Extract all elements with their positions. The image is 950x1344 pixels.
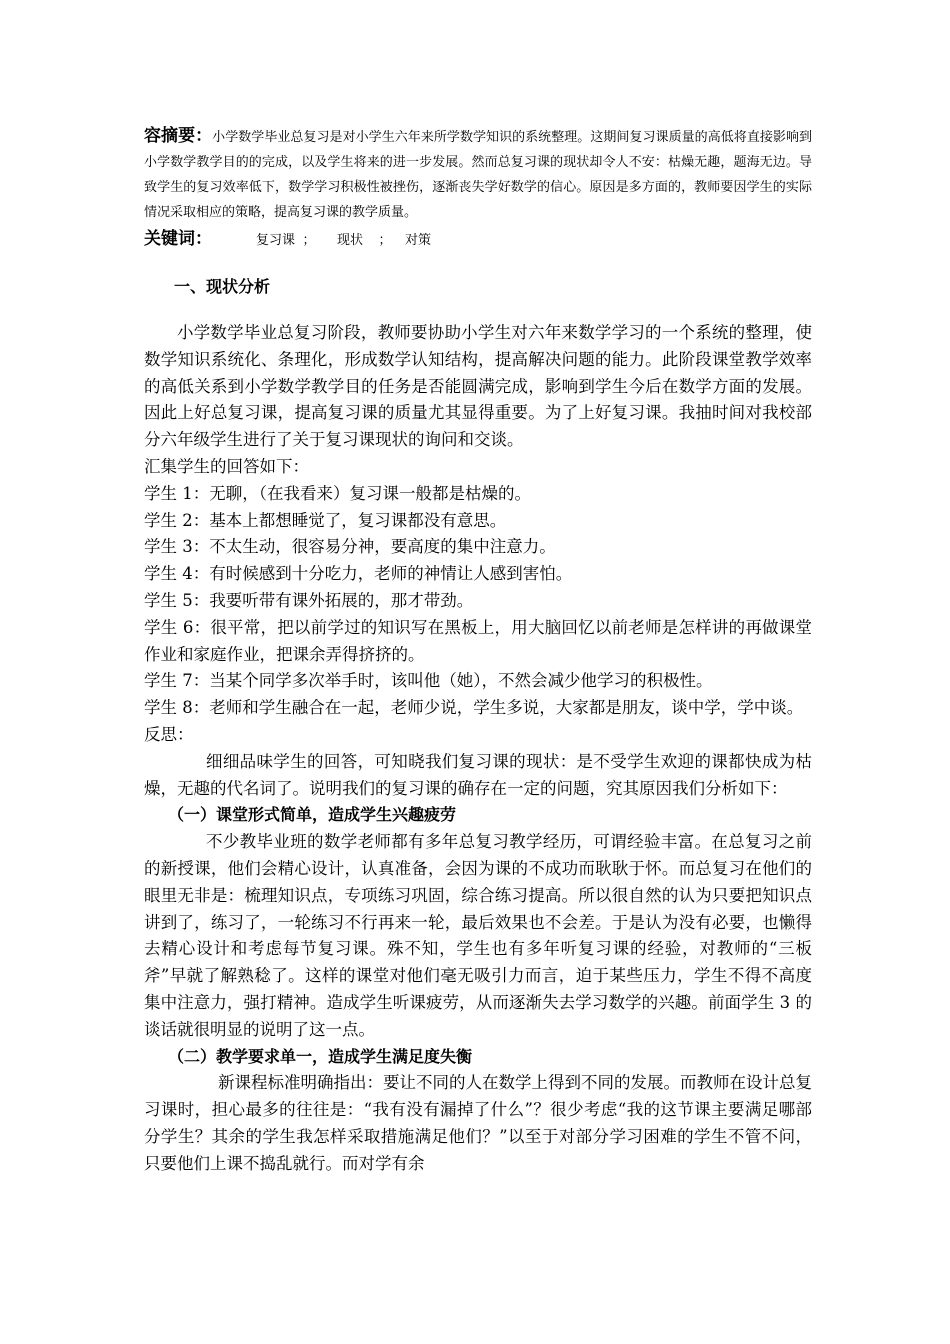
student-answer: 学生 2：基本上都想睡觉了，复习课都没有意思。 bbox=[144, 510, 507, 530]
keyword-separator: ； bbox=[378, 233, 392, 248]
paragraph: 新课程标准明确指出：要让不同的人在数学上得到不同的发展。而教师在设计总复习课时，担心最多的往往是：“我有没有漏掉了什么”？很少考虑“我的这节课主要满足哪部分学生？其余的学生我怎样采取措施满足他们？”以至于对部分学习困难的学生不管不问，只要他们上课不捣乱就行。而对学有余 bbox=[144, 1073, 812, 1173]
keyword-item: 复习课 bbox=[256, 233, 296, 248]
section-heading: 一、现状分析 bbox=[174, 277, 271, 296]
student-answer: 学生 1：无聊，（在我看来）复习课一般都是枯燥的。 bbox=[144, 483, 531, 503]
abstract-label: 容摘要： bbox=[144, 126, 213, 146]
paragraph: 不少教毕业班的数学老师都有多年总复习教学经历，可谓经验丰富。在总复习之前的新授课，他们会精心设计，认真准备，会因为课的不成功而耿耿于怀。而总复习在他们的眼里无非是：梳理知识点，专项练习巩固，综合练习提高。所以很自然的认为只要把知识点讲到了，练习了，一轮练习不行再来一轮，最后效果也不会差。于是认为没有必要，也懒得去精心设计和考虑每节复习课。殊不知，学生也有多年听复习课的经验，对教师的“三板斧”早就了解熟稔了。这样的课堂对他们毫无吸引力而言，迫于某些压力，学生不得不高度集中注意力，强打精神。造成学生听课疲劳，从而逐渐失去学习数学的兴趣。前面学生 3 的谈话就很明显的说明了这一点。 bbox=[144, 832, 812, 1039]
keywords bbox=[144, 227, 812, 253]
student-answer: 学生 7：当某个同学多次举手时，该叫他（她），不然会减少他学习的积极性。 bbox=[144, 671, 713, 691]
paragraph: 汇集学生的回答如下： bbox=[144, 456, 309, 476]
paragraph: 小学数学毕业总复习阶段，教师要协助小学生对六年来数学学习的一个系统的整理，使数学知识系统化、条理化，形成数学认知结构，提高解决问题的能力。此阶段课堂教学效率的高低关系到小学数学教学目的任务是否能圆满完成，影响到学生今后在数学方面的发展。因此上好总复习课，提高复习课的质量尤其显得重要。为了上好复习课。我抽时间对我校部分六年级学生进行了关于复习课现状的询问和交谈。 bbox=[144, 323, 812, 450]
abstract-text: 小学数学毕业总复习是对小学生六年来所学数学知识的系统整理。这期间复习课质量的高低将直接影响到小学数学教学目的的完成，以及学生将来的进一步发展。然而总复习课的现状却令人不安：枯燥无趣，题海无边。导致学生的复习效率低下，数学学习积极性被挫伤，逐渐丧失学好数学的信心。原因是多方面的，教师要因学生的实际情况采取相应的策略，提高复习课的教学质量。 bbox=[144, 130, 812, 220]
subsection-heading: （一）课堂形式简单，造成学生兴趣疲劳 bbox=[168, 805, 457, 825]
reflection-label: 反思： bbox=[144, 724, 194, 744]
keyword-item: 现状 bbox=[337, 233, 364, 248]
keyword-separator: ； bbox=[302, 233, 316, 248]
student-answer: 学生 8：老师和学生融合在一起，老师少说，学生多说，大家都是朋友，谈中学，学中谈。 bbox=[144, 698, 804, 718]
abstract bbox=[144, 124, 812, 225]
keywords-label: 关键词： bbox=[144, 229, 212, 249]
keyword-item: 对策 bbox=[405, 233, 432, 248]
body-text bbox=[144, 320, 812, 1178]
subsection-heading: （二）教学要求单一，造成学生满足度失衡 bbox=[168, 1046, 473, 1066]
student-answer: 学生 3：不太生动，很容易分神，要高度的集中注意力。 bbox=[144, 537, 556, 557]
student-answer: 学生 5：我要听带有课外拓展的，那才带劲。 bbox=[144, 590, 474, 610]
paragraph: 细细品味学生的回答，可知晓我们复习课的现状：是不受学生欢迎的课都快成为枯燥，无趣的代名词了。说明我们的复习课的确存在一定的问题，究其原因我们分析如下： bbox=[144, 751, 812, 798]
student-answer: 学生 6：很平常，把以前学过的知识写在黑板上，用大脑回忆以前老师是怎样讲的再做课堂作业和家庭作业，把课余弄得挤挤的。 bbox=[144, 617, 812, 664]
student-answer: 学生 4：有时候感到十分吃力，老师的神情让人感到害怕。 bbox=[144, 564, 573, 584]
